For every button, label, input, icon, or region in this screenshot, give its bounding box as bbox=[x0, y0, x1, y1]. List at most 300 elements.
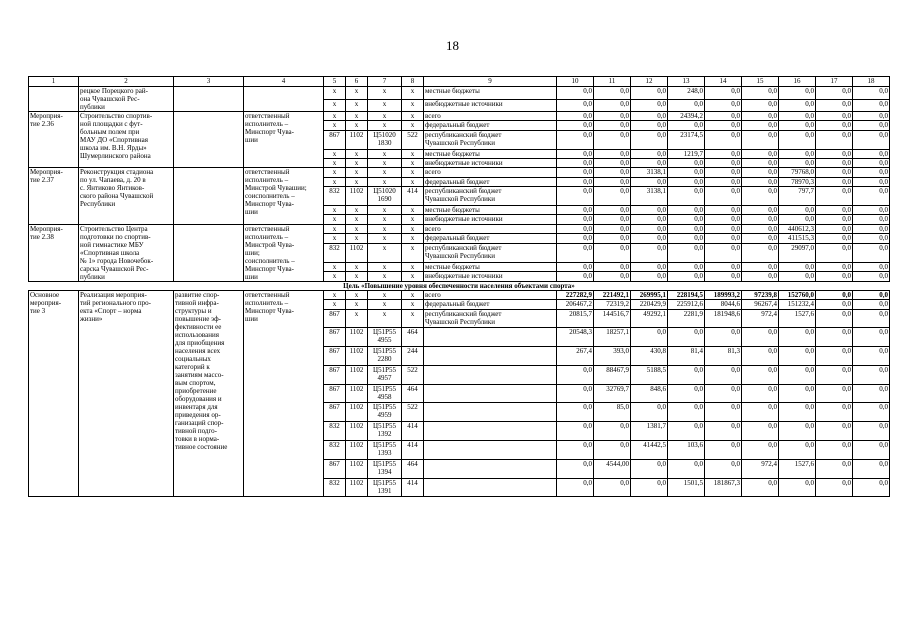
expense-type-code: x bbox=[402, 87, 424, 100]
funding-value: 0,0 bbox=[668, 224, 705, 233]
table-row bbox=[29, 290, 890, 299]
funding-value: 0,0 bbox=[779, 130, 816, 149]
funding-value: 0,0 bbox=[631, 87, 668, 100]
funding-value: 3138,1 bbox=[631, 187, 668, 206]
funding-value: 0,0 bbox=[668, 272, 705, 282]
event-name: Строительство спортив- ной площадки с фут- больным полем при МАУ ДО «Спортивная школа им. В.Н. Ярды» Шумерлинского района bbox=[79, 112, 174, 168]
funding-value: 0,0 bbox=[816, 422, 853, 441]
funding-value: 1527,6 bbox=[779, 459, 816, 478]
funding-value: 0,0 bbox=[816, 187, 853, 206]
funding-value: 0,0 bbox=[705, 205, 742, 214]
event-name: Реконструкция стадиона по ул. Чапаева, д. 20 в с. Янтиково Янтиков- ского района Чувашской Республики bbox=[79, 168, 174, 224]
funding-value: 0,0 bbox=[779, 478, 816, 497]
column-number: 3 bbox=[174, 77, 244, 87]
column-number: 16 bbox=[779, 77, 816, 87]
expense-type-code: x bbox=[402, 168, 424, 177]
funding-value: 0,0 bbox=[668, 168, 705, 177]
grbs-code: x bbox=[324, 300, 346, 309]
funding-value: 0,0 bbox=[816, 158, 853, 167]
funding-value: 0,0 bbox=[816, 224, 853, 233]
funding-value: 0,0 bbox=[853, 215, 890, 224]
column-number: 6 bbox=[346, 77, 368, 87]
funding-value: 0,0 bbox=[668, 121, 705, 130]
funding-value: 0,0 bbox=[668, 422, 705, 441]
funding-value: 0,0 bbox=[816, 112, 853, 121]
event-goal bbox=[174, 87, 244, 112]
funding-value: 0,0 bbox=[779, 441, 816, 460]
section-code: 1102 bbox=[346, 478, 368, 497]
grbs-code: 832 bbox=[324, 478, 346, 497]
event-goal: развитие спор- тивной инфра- структуры и повышение эф- фективности ее использования для приобщения населения всех социальных категорий к занятиям массо- вым спортом, приобретение оборудования и инвентаря для приведения ор- ганизаций спор- тивной подго- товки в норма- тивное состояние bbox=[174, 290, 244, 497]
funding-value: 0,0 bbox=[816, 290, 853, 299]
funding-value: 0,0 bbox=[668, 459, 705, 478]
funding-value: 0,0 bbox=[705, 459, 742, 478]
funding-value: 0,0 bbox=[557, 205, 594, 214]
funding-value: 972,4 bbox=[742, 309, 779, 328]
funding-value: 220429,9 bbox=[631, 300, 668, 309]
grbs-code: 867 bbox=[324, 130, 346, 149]
funding-value: 0,0 bbox=[594, 243, 631, 262]
target-article-code: Ц51020 1830 bbox=[368, 130, 402, 149]
section-code: x bbox=[346, 87, 368, 100]
funding-value: 0,0 bbox=[779, 272, 816, 282]
grbs-code: 867 bbox=[324, 365, 346, 384]
funding-value: 0,0 bbox=[705, 158, 742, 167]
expense-type-code: 522 bbox=[402, 403, 424, 422]
expense-type-code: x bbox=[402, 112, 424, 121]
funding-value: 1381,7 bbox=[631, 422, 668, 441]
funding-source bbox=[424, 478, 557, 497]
grbs-code: 867 bbox=[324, 347, 346, 366]
funding-value: 0,0 bbox=[557, 365, 594, 384]
funding-value: 0,0 bbox=[668, 177, 705, 186]
grbs-code: x bbox=[324, 262, 346, 271]
funding-value: 0,0 bbox=[668, 243, 705, 262]
expense-type-code: x bbox=[402, 262, 424, 271]
funding-value: 0,0 bbox=[631, 262, 668, 271]
funding-value: 0,0 bbox=[594, 262, 631, 271]
grbs-code: x bbox=[324, 99, 346, 112]
funding-value: 20548,3 bbox=[557, 328, 594, 347]
funding-value: 267,4 bbox=[557, 347, 594, 366]
funding-value: 0,0 bbox=[853, 149, 890, 158]
funding-value: 0,0 bbox=[668, 262, 705, 271]
funding-value: 0,0 bbox=[557, 459, 594, 478]
funding-value: 0,0 bbox=[742, 243, 779, 262]
funding-value: 78970,3 bbox=[779, 177, 816, 186]
funding-value: 0,0 bbox=[557, 262, 594, 271]
funding-value: 0,0 bbox=[853, 290, 890, 299]
grbs-code: 832 bbox=[324, 243, 346, 262]
funding-value: 206467,2 bbox=[557, 300, 594, 309]
funding-value: 0,0 bbox=[705, 441, 742, 460]
funding-source: внебюджетные источники bbox=[424, 215, 557, 224]
funding-source: федеральный бюджет bbox=[424, 177, 557, 186]
funding-value: 0,0 bbox=[668, 234, 705, 243]
funding-value: 0,0 bbox=[779, 121, 816, 130]
funding-value: 0,0 bbox=[779, 87, 816, 100]
section-code: 1102 bbox=[346, 243, 368, 262]
target-article-code: x bbox=[368, 243, 402, 262]
expense-type-code: x bbox=[402, 224, 424, 233]
funding-value: 0,0 bbox=[816, 309, 853, 328]
section-code: 1102 bbox=[346, 347, 368, 366]
funding-value: 0,0 bbox=[631, 99, 668, 112]
funding-value: 24394,2 bbox=[668, 112, 705, 121]
target-article-code: x bbox=[368, 158, 402, 167]
funding-value: 0,0 bbox=[705, 384, 742, 403]
grbs-code: 867 bbox=[324, 309, 346, 328]
grbs-code: x bbox=[324, 205, 346, 214]
funding-value: 0,0 bbox=[594, 99, 631, 112]
target-article-code: x bbox=[368, 99, 402, 112]
funding-value: 0,0 bbox=[594, 205, 631, 214]
funding-value: 0,0 bbox=[557, 87, 594, 100]
funding-value: 0,0 bbox=[853, 205, 890, 214]
funding-source: всего bbox=[424, 168, 557, 177]
funding-value: 0,0 bbox=[742, 168, 779, 177]
funding-value: 0,0 bbox=[853, 365, 890, 384]
funding-value: 0,0 bbox=[557, 158, 594, 167]
funding-value: 0,0 bbox=[668, 187, 705, 206]
funding-value: 0,0 bbox=[816, 365, 853, 384]
section-code: 1102 bbox=[346, 384, 368, 403]
funding-value: 248,0 bbox=[668, 87, 705, 100]
funding-value: 0,0 bbox=[853, 121, 890, 130]
funding-value: 0,0 bbox=[742, 99, 779, 112]
expense-type-code: x bbox=[402, 99, 424, 112]
event-name: Строительство Центра подготовки по спортив- ной гимнастике МБУ «Спортивная школа № 1» города Новочебок- сарска Чувашской Рес- публики bbox=[79, 224, 174, 281]
section-code: x bbox=[346, 177, 368, 186]
funding-value: 0,0 bbox=[594, 422, 631, 441]
section-code: 1102 bbox=[346, 328, 368, 347]
funding-value: 0,0 bbox=[557, 130, 594, 149]
section-code: 1102 bbox=[346, 365, 368, 384]
funding-value: 0,0 bbox=[779, 99, 816, 112]
event-goal bbox=[174, 168, 244, 224]
funding-value: 0,0 bbox=[779, 422, 816, 441]
funding-value: 0,0 bbox=[594, 272, 631, 282]
expense-type-code: x bbox=[402, 290, 424, 299]
grbs-code: x bbox=[324, 87, 346, 100]
funding-source: внебюджетные источники bbox=[424, 272, 557, 282]
funding-value: 29097,0 bbox=[779, 243, 816, 262]
grbs-code: x bbox=[324, 168, 346, 177]
expense-type-code: x bbox=[402, 177, 424, 186]
event-number: Мероприя- тие 2.38 bbox=[29, 224, 79, 281]
funding-value: 0,0 bbox=[594, 215, 631, 224]
funding-value: 97239,8 bbox=[742, 290, 779, 299]
funding-value: 0,0 bbox=[853, 441, 890, 460]
funding-value: 0,0 bbox=[816, 262, 853, 271]
grbs-code: x bbox=[324, 272, 346, 282]
column-number: 15 bbox=[742, 77, 779, 87]
table-row bbox=[29, 87, 890, 100]
grbs-code: x bbox=[324, 234, 346, 243]
target-article-code: Ц51P55 4958 bbox=[368, 384, 402, 403]
event-executor: ответственный исполнитель – Минстрой Чува- шии; соисполнитель – Минспорт Чува- шии bbox=[244, 224, 324, 281]
grbs-code: 867 bbox=[324, 384, 346, 403]
funding-source: республиканский бюджет Чувашской Республики bbox=[424, 243, 557, 262]
grbs-code: 867 bbox=[324, 328, 346, 347]
funding-value: 0,0 bbox=[705, 365, 742, 384]
funding-value: 0,0 bbox=[705, 272, 742, 282]
funding-value: 0,0 bbox=[742, 441, 779, 460]
event-number: Мероприя- тие 2.37 bbox=[29, 168, 79, 224]
funding-source: всего bbox=[424, 290, 557, 299]
funding-value: 0,0 bbox=[742, 384, 779, 403]
funding-value: 0,0 bbox=[742, 422, 779, 441]
funding-value: 0,0 bbox=[853, 234, 890, 243]
expense-type-code: x bbox=[402, 234, 424, 243]
funding-value: 85,0 bbox=[594, 403, 631, 422]
funding-value: 0,0 bbox=[853, 272, 890, 282]
funding-value: 0,0 bbox=[742, 149, 779, 158]
event-name: рецкое Порецкого рай- она Чувашской Рес- публики bbox=[79, 87, 174, 112]
section-code: x bbox=[346, 99, 368, 112]
funding-value: 0,0 bbox=[557, 243, 594, 262]
funding-value: 0,0 bbox=[705, 403, 742, 422]
funding-source: республиканский бюджет Чувашской Республики bbox=[424, 187, 557, 206]
column-number: 14 bbox=[705, 77, 742, 87]
funding-value: 0,0 bbox=[631, 205, 668, 214]
funding-value: 0,0 bbox=[631, 328, 668, 347]
target-article-code: Ц51P55 1394 bbox=[368, 459, 402, 478]
funding-value: 0,0 bbox=[631, 403, 668, 422]
funding-source: местные бюджеты bbox=[424, 149, 557, 158]
grbs-code: 832 bbox=[324, 441, 346, 460]
column-number: 9 bbox=[424, 77, 557, 87]
target-article-code: x bbox=[368, 300, 402, 309]
funding-value: 227282,9 bbox=[557, 290, 594, 299]
funding-value: 0,0 bbox=[594, 441, 631, 460]
expense-type-code: 414 bbox=[402, 478, 424, 497]
funding-value: 0,0 bbox=[779, 403, 816, 422]
section-code: x bbox=[346, 215, 368, 224]
funding-value: 0,0 bbox=[631, 459, 668, 478]
funding-value: 0,0 bbox=[853, 177, 890, 186]
funding-value: 144516,7 bbox=[594, 309, 631, 328]
funding-value: 0,0 bbox=[594, 87, 631, 100]
funding-value: 0,0 bbox=[705, 224, 742, 233]
funding-source: федеральный бюджет bbox=[424, 234, 557, 243]
funding-value: 0,0 bbox=[557, 215, 594, 224]
funding-value: 0,0 bbox=[631, 112, 668, 121]
column-number: 7 bbox=[368, 77, 402, 87]
funding-value: 0,0 bbox=[594, 149, 631, 158]
event-name: Реализация мероприя- тий регионального про- екта «Спорт – норма жизни» bbox=[79, 290, 174, 497]
funding-value: 0,0 bbox=[705, 177, 742, 186]
funding-value: 0,0 bbox=[742, 272, 779, 282]
grbs-code: x bbox=[324, 290, 346, 299]
funding-value: 0,0 bbox=[705, 130, 742, 149]
funding-value: 0,0 bbox=[779, 215, 816, 224]
funding-value: 0,0 bbox=[557, 112, 594, 121]
target-article-code: Ц51P55 2280 bbox=[368, 347, 402, 366]
funding-value: 0,0 bbox=[853, 403, 890, 422]
funding-value: 0,0 bbox=[705, 215, 742, 224]
expense-type-code: 414 bbox=[402, 441, 424, 460]
funding-value: 8044,6 bbox=[705, 300, 742, 309]
funding-value: 41442,5 bbox=[631, 441, 668, 460]
funding-value: 0,0 bbox=[742, 234, 779, 243]
funding-value: 0,0 bbox=[742, 262, 779, 271]
funding-value: 72319,2 bbox=[594, 300, 631, 309]
funding-value: 3138,1 bbox=[631, 168, 668, 177]
funding-source: всего bbox=[424, 224, 557, 233]
column-number: 13 bbox=[668, 77, 705, 87]
target-article-code: x bbox=[368, 224, 402, 233]
section-code: x bbox=[346, 224, 368, 233]
funding-value: 0,0 bbox=[557, 168, 594, 177]
funding-value: 151232,4 bbox=[779, 300, 816, 309]
target-article-code: x bbox=[368, 290, 402, 299]
funding-value: 0,0 bbox=[853, 187, 890, 206]
grbs-code: x bbox=[324, 158, 346, 167]
funding-value: 181948,6 bbox=[705, 309, 742, 328]
funding-value: 0,0 bbox=[594, 187, 631, 206]
section-code: 1102 bbox=[346, 130, 368, 149]
target-article-code: x bbox=[368, 272, 402, 282]
funding-value: 0,0 bbox=[816, 478, 853, 497]
funding-value: 1501,5 bbox=[668, 478, 705, 497]
funding-value: 0,0 bbox=[853, 262, 890, 271]
funding-value: 0,0 bbox=[779, 149, 816, 158]
grbs-code: 832 bbox=[324, 187, 346, 206]
funding-value: 0,0 bbox=[853, 99, 890, 112]
grbs-code: x bbox=[324, 121, 346, 130]
funding-value: 0,0 bbox=[668, 215, 705, 224]
target-article-code: x bbox=[368, 309, 402, 328]
header-row bbox=[29, 77, 890, 87]
expense-type-code: x bbox=[402, 205, 424, 214]
funding-source: всего bbox=[424, 112, 557, 121]
funding-value: 0,0 bbox=[631, 158, 668, 167]
funding-value: 0,0 bbox=[705, 149, 742, 158]
section-code: x bbox=[346, 149, 368, 158]
funding-value: 0,0 bbox=[742, 205, 779, 214]
event-number: Мероприя- тие 2.36 bbox=[29, 112, 79, 168]
page-number: 18 bbox=[446, 38, 459, 53]
section-code: 1102 bbox=[346, 422, 368, 441]
funding-value: 189993,2 bbox=[705, 290, 742, 299]
funding-value: 0,0 bbox=[631, 234, 668, 243]
funding-value: 0,0 bbox=[705, 262, 742, 271]
funding-value: 0,0 bbox=[557, 224, 594, 233]
funding-value: 0,0 bbox=[594, 158, 631, 167]
funding-value: 1527,6 bbox=[779, 309, 816, 328]
funding-value: 0,0 bbox=[853, 459, 890, 478]
column-number: 17 bbox=[816, 77, 853, 87]
column-number: 5 bbox=[324, 77, 346, 87]
funding-value: 0,0 bbox=[853, 112, 890, 121]
funding-value: 0,0 bbox=[668, 99, 705, 112]
goal-row bbox=[29, 281, 890, 290]
funding-source bbox=[424, 441, 557, 460]
section-code: x bbox=[346, 309, 368, 328]
funding-value: 0,0 bbox=[853, 384, 890, 403]
funding-value: 0,0 bbox=[816, 243, 853, 262]
funding-value: 0,0 bbox=[853, 309, 890, 328]
event-goal bbox=[174, 112, 244, 168]
column-number: 18 bbox=[853, 77, 890, 87]
funding-value: 0,0 bbox=[779, 112, 816, 121]
funding-value: 0,0 bbox=[742, 112, 779, 121]
expense-type-code: x bbox=[402, 158, 424, 167]
funding-value: 0,0 bbox=[742, 403, 779, 422]
funding-value: 0,0 bbox=[705, 121, 742, 130]
funding-value: 225912,6 bbox=[668, 300, 705, 309]
funding-value: 0,0 bbox=[668, 205, 705, 214]
table-row bbox=[29, 168, 890, 177]
funding-value: 0,0 bbox=[779, 328, 816, 347]
grbs-code: 867 bbox=[324, 459, 346, 478]
funding-value: 0,0 bbox=[816, 300, 853, 309]
funding-value: 0,0 bbox=[816, 149, 853, 158]
funding-value: 0,0 bbox=[557, 441, 594, 460]
target-article-code: x bbox=[368, 149, 402, 158]
expense-type-code: 464 bbox=[402, 328, 424, 347]
funding-source bbox=[424, 459, 557, 478]
funding-value: 2281,9 bbox=[668, 309, 705, 328]
expense-type-code: x bbox=[402, 300, 424, 309]
funding-value: 0,0 bbox=[853, 422, 890, 441]
funding-value: 0,0 bbox=[816, 384, 853, 403]
funding-value: 0,0 bbox=[816, 99, 853, 112]
funding-value: 0,0 bbox=[705, 99, 742, 112]
funding-value: 0,0 bbox=[853, 347, 890, 366]
target-article-code: x bbox=[368, 121, 402, 130]
funding-source: республиканский бюджет Чувашской Республики bbox=[424, 309, 557, 328]
funding-value: 0,0 bbox=[557, 121, 594, 130]
funding-source: внебюджетные источники bbox=[424, 158, 557, 167]
funding-value: 0,0 bbox=[631, 243, 668, 262]
target-article-code: Ц51P55 1391 bbox=[368, 478, 402, 497]
funding-value: 0,0 bbox=[594, 177, 631, 186]
funding-source bbox=[424, 365, 557, 384]
funding-value: 0,0 bbox=[742, 130, 779, 149]
funding-value: 393,0 bbox=[594, 347, 631, 366]
funding-value: 0,0 bbox=[705, 422, 742, 441]
funding-value: 23174,5 bbox=[668, 130, 705, 149]
funding-value: 221492,1 bbox=[594, 290, 631, 299]
section-code: 1102 bbox=[346, 403, 368, 422]
funding-value: 0,0 bbox=[779, 205, 816, 214]
funding-value: 0,0 bbox=[742, 478, 779, 497]
section-code: x bbox=[346, 290, 368, 299]
funding-value: 0,0 bbox=[705, 168, 742, 177]
funding-value: 103,6 bbox=[668, 441, 705, 460]
expense-type-code: 522 bbox=[402, 365, 424, 384]
funding-value: 0,0 bbox=[816, 272, 853, 282]
funding-value: 0,0 bbox=[668, 403, 705, 422]
grbs-code: 867 bbox=[324, 403, 346, 422]
event-executor: ответственный исполнитель – Минспорт Чува- шии bbox=[244, 290, 324, 497]
funding-source: местные бюджеты bbox=[424, 205, 557, 214]
target-article-code: Ц51020 1690 bbox=[368, 187, 402, 206]
table-row bbox=[29, 112, 890, 121]
budget-table bbox=[28, 76, 890, 497]
column-number: 10 bbox=[557, 77, 594, 87]
section-code: x bbox=[346, 121, 368, 130]
target-article-code: x bbox=[368, 177, 402, 186]
funding-value: 797,7 bbox=[779, 187, 816, 206]
expense-type-code: x bbox=[402, 272, 424, 282]
funding-value: 0,0 bbox=[779, 384, 816, 403]
target-article-code: x bbox=[368, 262, 402, 271]
funding-value: 0,0 bbox=[668, 384, 705, 403]
funding-value: 0,0 bbox=[742, 87, 779, 100]
